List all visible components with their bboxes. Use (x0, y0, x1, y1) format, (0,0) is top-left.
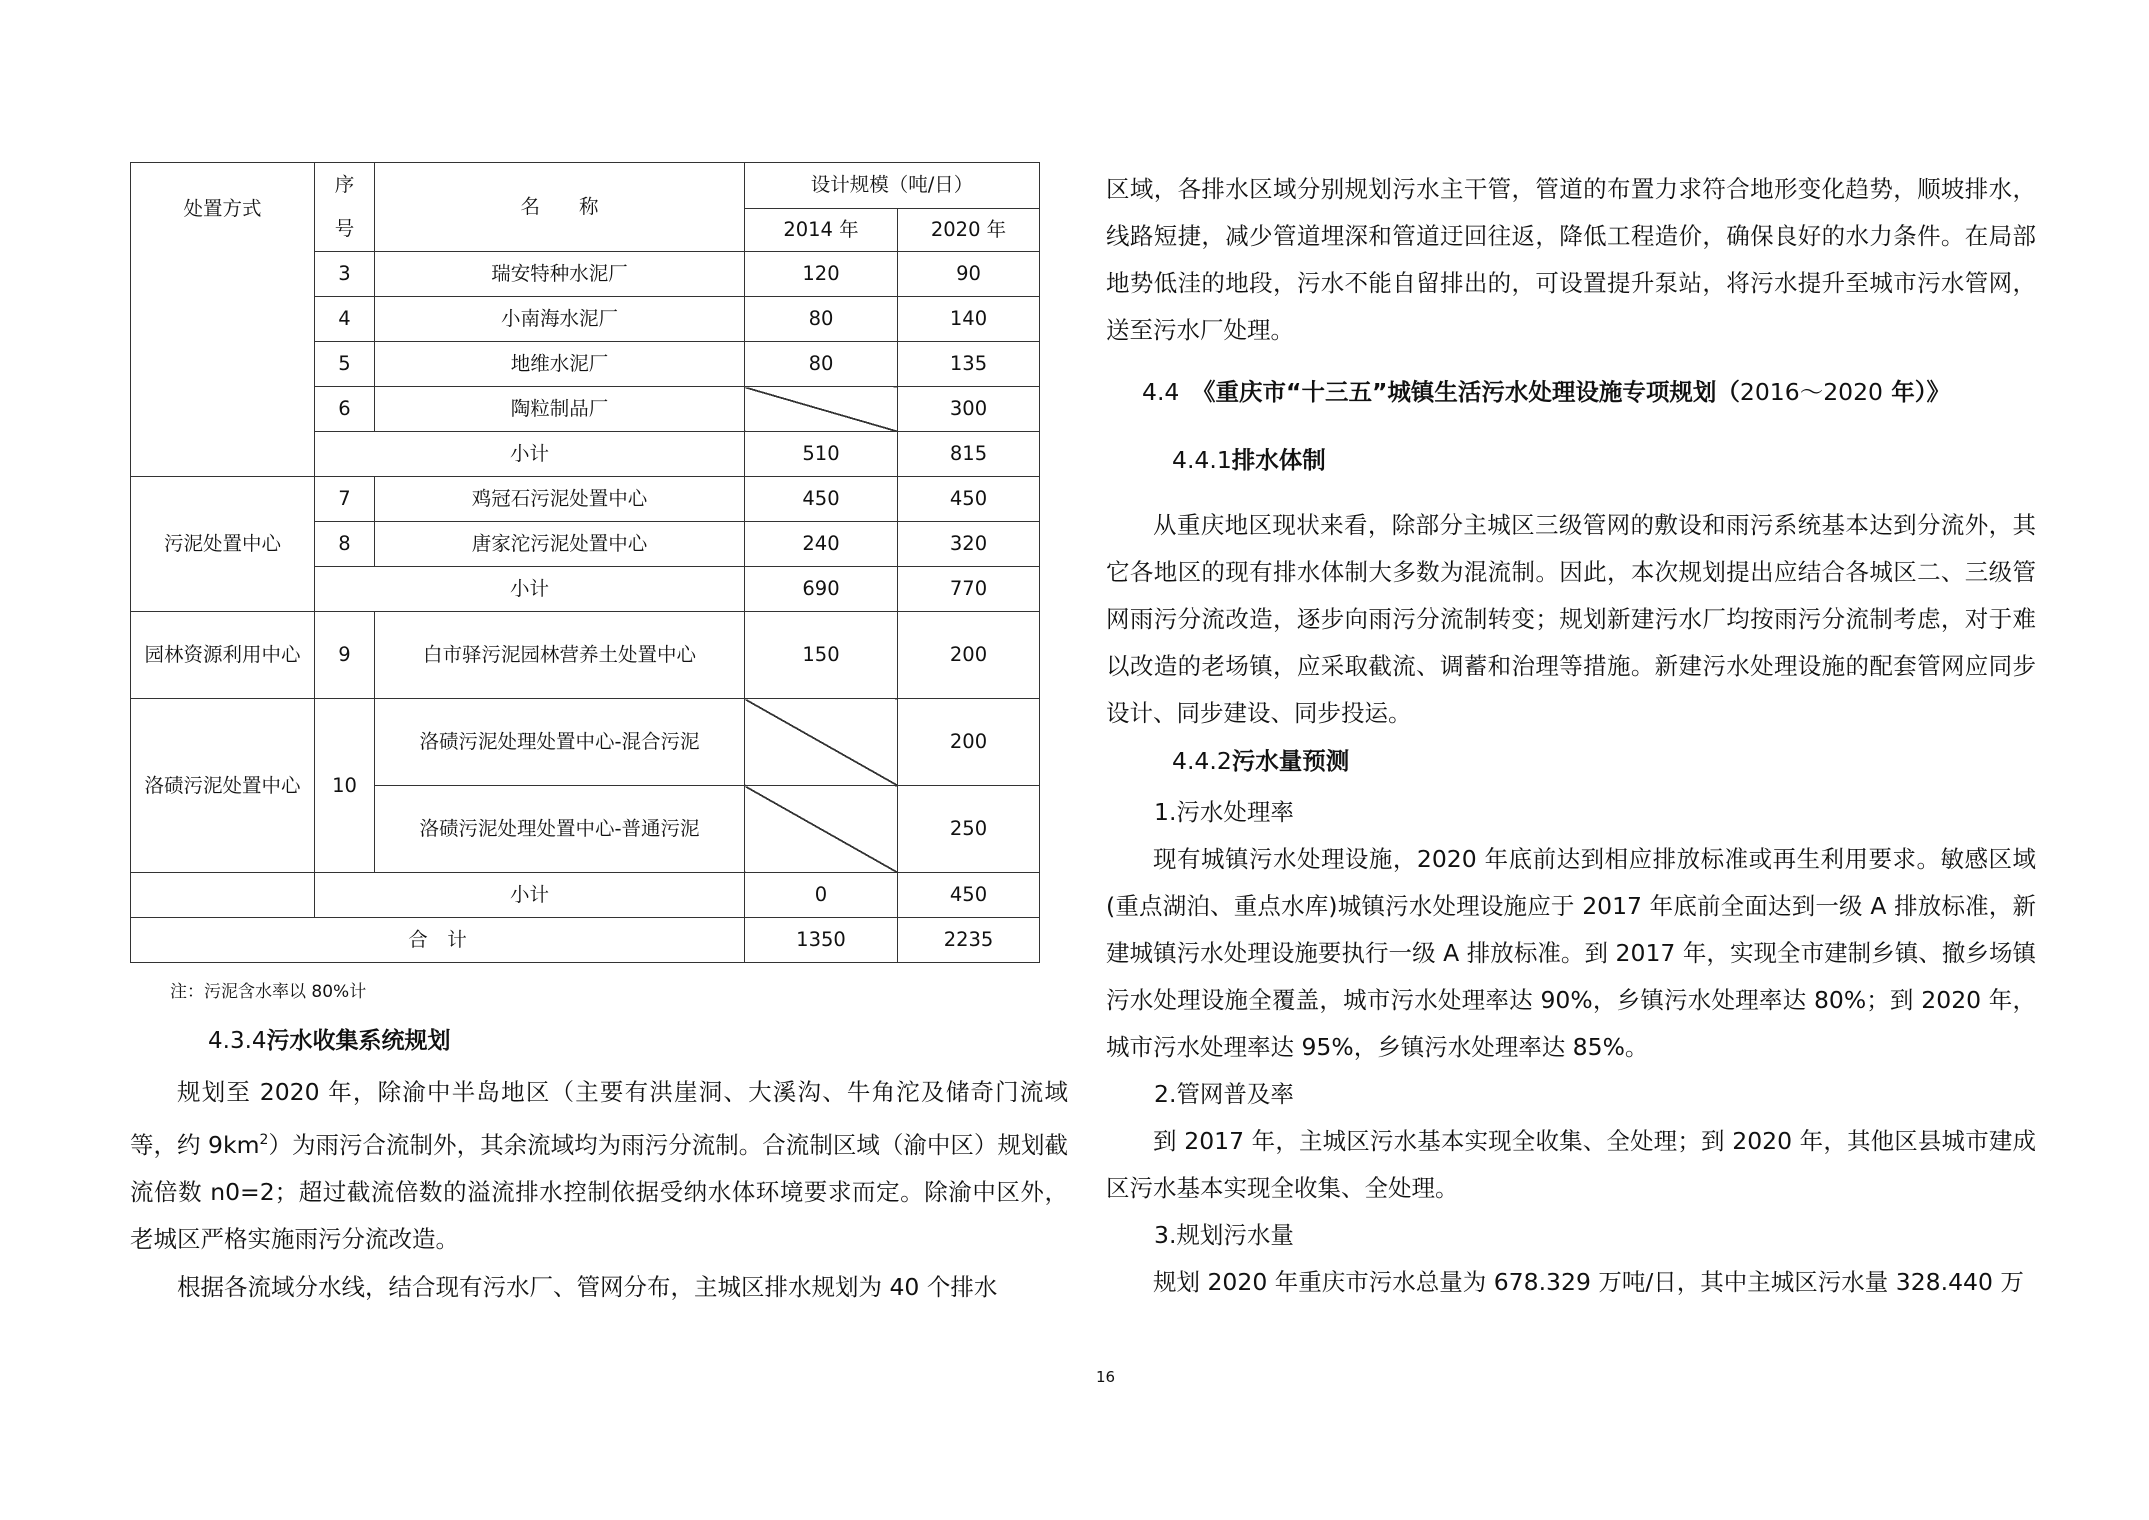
paragraph: 从重庆地区现状来看，除部分主城区三级管网的敷设和雨污系统基本达到分流外，其它各地区的现有排水体制大多数为混流制。因此，本次规划提出应结合各城区二、三级管网雨污分流改造，逐步向雨污分流制转变；规划新建污水厂均按雨污分流制考虑，对于难以改造的老场镇，应采取截流、调蓄和治理等措施。新建污水处理设施的配套管网应同步设计、同步建设、同步投运。 (1106, 511, 2036, 727)
row-2014-empty-diagonal (745, 699, 898, 786)
row-2014: 80 (745, 342, 898, 387)
section-number: 4.3.4 (208, 1028, 267, 1054)
row-name: 小南海水泥厂 (375, 297, 745, 342)
section-number: 4.4.2 (1172, 747, 1232, 775)
table-note: 注：污泥含水率以 80%计 (170, 982, 367, 1002)
total-2014: 1350 (745, 918, 898, 963)
sludge-disposal-table (130, 162, 1040, 963)
row-no: 8 (315, 522, 375, 567)
header-2014: 2014 年 (745, 208, 898, 252)
section-heading-442 (1172, 739, 2036, 783)
row-2020: 320 (898, 522, 1040, 567)
header-2020: 2020 年 (898, 208, 1040, 252)
row-2014-empty-diagonal (745, 387, 898, 432)
section-title-end: 年）》 (1883, 378, 1950, 406)
row-2014: 150 (745, 612, 898, 699)
row-name: 瑞安特种水泥厂 (375, 252, 745, 297)
section-heading-44 (1142, 370, 2036, 414)
row-name: 洛碛污泥处理处置中心-混合污泥 (375, 699, 745, 786)
row-2014: 450 (745, 477, 898, 522)
row-no: 3 (315, 252, 375, 297)
row-no: 5 (315, 342, 375, 387)
row-2020: 200 (898, 612, 1040, 699)
list-item-heading: 2.管网普及率 (1154, 1080, 1294, 1108)
subtotal-label: 小计 (315, 567, 745, 612)
header-name: 名 称 (375, 163, 745, 252)
row-name: 陶粒制品厂 (375, 387, 745, 432)
row-2020: 140 (898, 297, 1040, 342)
section-title: 《重庆市“十三五”城镇生活污水处理设施专项规划（ (1192, 378, 1740, 406)
section-heading-434 (208, 1022, 1070, 1055)
paragraph: 到 2017 年，主城区污水基本实现全收集、全处理；到 2020 年，其他区县城市建成区污水基本实现全收集、全处理。 (1106, 1127, 2036, 1202)
subtotal-2020: 815 (898, 432, 1040, 477)
row-2020: 200 (898, 699, 1040, 786)
row-2014: 80 (745, 297, 898, 342)
row-no: 9 (315, 612, 375, 699)
row-2020: 135 (898, 342, 1040, 387)
blank-cell (131, 873, 315, 918)
row-name: 地维水泥厂 (375, 342, 745, 387)
section-heading-441 (1172, 438, 2036, 482)
row-2020: 450 (898, 477, 1040, 522)
table-row (131, 477, 1040, 522)
superscript: 2 (259, 1131, 269, 1148)
subtotal-2014: 510 (745, 432, 898, 477)
section-number: 4.4 (1142, 378, 1180, 406)
section-title: 污水量预测 (1231, 747, 1350, 775)
subtotal-row (131, 873, 1040, 918)
row-name: 鸡冠石污泥处置中心 (375, 477, 745, 522)
header-no: 序 号 (315, 163, 375, 252)
group-method: 污泥处置中心 (131, 477, 315, 612)
page-number: 16 (1096, 1368, 1116, 1386)
section-title-years: 2016～2020 (1739, 378, 1884, 406)
total-2020: 2235 (898, 918, 1040, 963)
paragraph: 现有城镇污水处理设施，2020 年底前达到相应排放标准或再生利用要求。敏感区域(重点湖泊、重点水库)城镇污水处理设施应于 2017 年底前全面达到一级 A 排放标准，新建城镇污水处理设施要执行一级 A 排放标准。到 2017 年，实现全市建制乡镇、撤乡场镇污水处理设施全覆盖，城市污水处理率达 90%，乡镇污水处理率达 80%；到 2020 年，城市污水处理率达 95%，乡镇污水处理率达 85%。 (1106, 845, 2036, 1061)
row-2014-empty-diagonal (745, 786, 898, 873)
row-2014: 240 (745, 522, 898, 567)
row-name: 唐家沱污泥处置中心 (375, 522, 745, 567)
section-body-434 (130, 1069, 1068, 1311)
paragraph (130, 1069, 1068, 1264)
header-scale: 设计规模（吨/日） (745, 163, 1040, 209)
paragraph-text: 规划至 2020 年，除渝中半岛地区（主要有洪崖洞、大溪沟、牛角沱及储奇门流域等，约 9km (130, 1078, 1068, 1159)
group-method: 园林资源利用中心 (131, 612, 315, 699)
row-no: 10 (315, 699, 375, 873)
row-no: 4 (315, 297, 375, 342)
row-name: 白市驿污泥园林营养土处置中心 (375, 612, 745, 699)
group-method: 洛碛污泥处置中心 (131, 699, 315, 873)
section-title: 污水收集系统规划 (266, 1028, 451, 1054)
row-no: 7 (315, 477, 375, 522)
left-column (130, 162, 1070, 1311)
subtotal-label: 小计 (315, 432, 745, 477)
paragraph: 根据各流域分水线，结合现有污水厂、管网分布，主城区排水规划为 40 个排水 (177, 1272, 998, 1301)
subtotal-2020: 770 (898, 567, 1040, 612)
right-column (1106, 166, 2036, 1306)
row-no: 6 (315, 387, 375, 432)
subtotal-2014: 0 (745, 873, 898, 918)
row-2020: 300 (898, 387, 1040, 432)
header-method: 处置方式 (131, 163, 315, 477)
row-name: 洛碛污泥处理处置中心-普通污泥 (375, 786, 745, 873)
total-row (131, 918, 1040, 963)
table-row (131, 612, 1040, 699)
paragraph-text: ）为雨污合流制外，其余流域均为雨污分流制。合流制区域（渝中区）规划截流倍数 n0=2；超过截流倍数的溢流排水控制依据受纳水体环境要求而定。除渝中区外，老城区严格实施雨污分流改造。 (130, 1130, 1068, 1254)
subtotal-2020: 450 (898, 873, 1040, 918)
row-2020: 250 (898, 786, 1040, 873)
list-item-heading: 3.规划污水量 (1154, 1221, 1294, 1249)
section-number: 4.4.1 (1172, 446, 1232, 474)
subtotal-2014: 690 (745, 567, 898, 612)
section-title: 排水体制 (1231, 446, 1326, 474)
paragraph: 规划 2020 年重庆市污水总量为 678.329 万吨/日，其中主城区污水量 328.440 万 (1153, 1268, 2024, 1296)
table-row (131, 699, 1040, 786)
row-2014: 120 (745, 252, 898, 297)
subtotal-label: 小计 (315, 873, 745, 918)
total-label: 合 计 (131, 918, 745, 963)
paragraph: 区域，各排水区域分别规划污水主干管，管道的布置力求符合地形变化趋势，顺坡排水，线路短捷，减少管道埋深和管道迂回往返，降低工程造价，确保良好的水力条件。在局部地势低洼的地段，污水不能自留排出的，可设置提升泵站，将污水提升至城市污水管网，送至污水厂处理。 (1106, 175, 2036, 344)
row-2020: 90 (898, 252, 1040, 297)
list-item-heading: 1.污水处理率 (1154, 798, 1294, 826)
